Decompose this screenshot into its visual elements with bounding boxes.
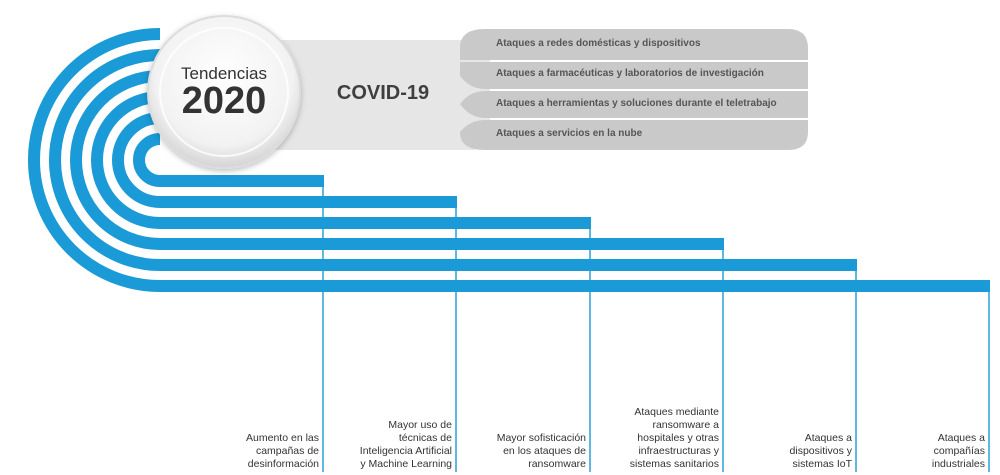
covid-item-1: Ataques a redes domésticas y dispositivos bbox=[496, 38, 701, 49]
covid-item-3: Ataques a herramientas y soluciones durante el teletrabajo bbox=[496, 98, 777, 109]
trend-label-6: Ataques a compañías industriales bbox=[931, 432, 985, 470]
covid-title: COVID-19 bbox=[336, 82, 430, 104]
badge-label: Tendencias bbox=[180, 64, 268, 83]
badge-year: 2020 bbox=[181, 80, 267, 122]
covid-item-4: Ataques a servicios en la nube bbox=[496, 128, 643, 139]
trend-label-3: Mayor sofisticación en los ataques de ransomware bbox=[496, 432, 586, 470]
covid-item-2: Ataques a farmacéuticas y laboratorios de investigación bbox=[496, 68, 764, 79]
trend-label-2: Mayor uso de técnicas de Inteligencia Artificial y Machine Learning bbox=[359, 419, 452, 470]
trend-label-4: Ataques mediante ransomware a hospitales y otras infraestructuras y sistemas sanitarios bbox=[629, 406, 719, 470]
trend-label-1: Aumento en las campañas de desinformación bbox=[246, 432, 319, 470]
trend-label-5: Ataques a dispositivos y sistemas IoT bbox=[789, 432, 852, 470]
